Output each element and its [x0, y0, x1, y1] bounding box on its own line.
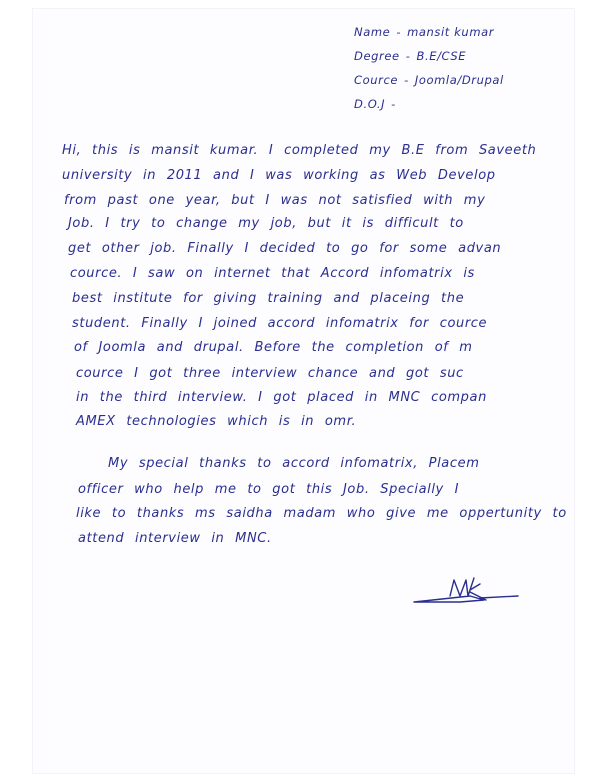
body-line: cource. I saw on internet that Accord infomatrix is: [70, 266, 475, 281]
header-field-doj: [354, 92, 504, 116]
body-line: My special thanks to accord infomatrix, Placem: [108, 456, 480, 471]
body-line: officer who help me to got this Job. Specially I: [78, 482, 460, 497]
body-line: best institute for giving training and placeing the: [72, 291, 465, 306]
signature-icon: [410, 570, 520, 610]
field-label: Cource: [354, 73, 399, 87]
field-value: Joomla/Drupal: [414, 73, 504, 87]
field-separator: -: [396, 25, 402, 39]
field-label: Degree: [354, 49, 400, 63]
body-line: of Joomla and drupal. Before the completion of m: [74, 340, 473, 355]
body-line: student. Finally I joined accord infomatrix for cource: [72, 316, 488, 331]
body-line: Hi, this is mansit kumar. I completed my B.E from Saveeth: [62, 143, 537, 158]
body-line: Job. I try to change my job, but it is difficult to: [68, 216, 464, 231]
body-line: get other job. Finally I decided to go for some advan: [68, 241, 502, 256]
header-block: [354, 20, 504, 116]
header-field-course: [354, 68, 504, 92]
field-separator: -: [404, 73, 409, 87]
field-separator: -: [405, 49, 411, 63]
body-line: in the third interview. I got placed in MNC compan: [76, 390, 487, 405]
body-line: attend interview in MNC.: [78, 531, 272, 546]
field-value: B.E/CSE: [416, 49, 467, 63]
body-line: like to thanks ms saidha madam who give me oppertunity to: [76, 506, 567, 521]
body-line: from past one year, but I was not satisfied with my: [64, 193, 486, 208]
field-label: D.O.J: [354, 97, 386, 111]
field-label: Name: [354, 25, 391, 39]
header-field-name: [354, 20, 504, 44]
body-line: AMEX technologies which is in omr.: [76, 414, 357, 429]
header-field-degree: [354, 44, 504, 68]
field-value: mansit kumar: [407, 25, 495, 39]
body-line: cource I got three interview chance and got suc: [76, 366, 464, 381]
field-separator: -: [391, 97, 396, 111]
body-line: university in 2011 and I was working as Web Develop: [62, 168, 496, 183]
